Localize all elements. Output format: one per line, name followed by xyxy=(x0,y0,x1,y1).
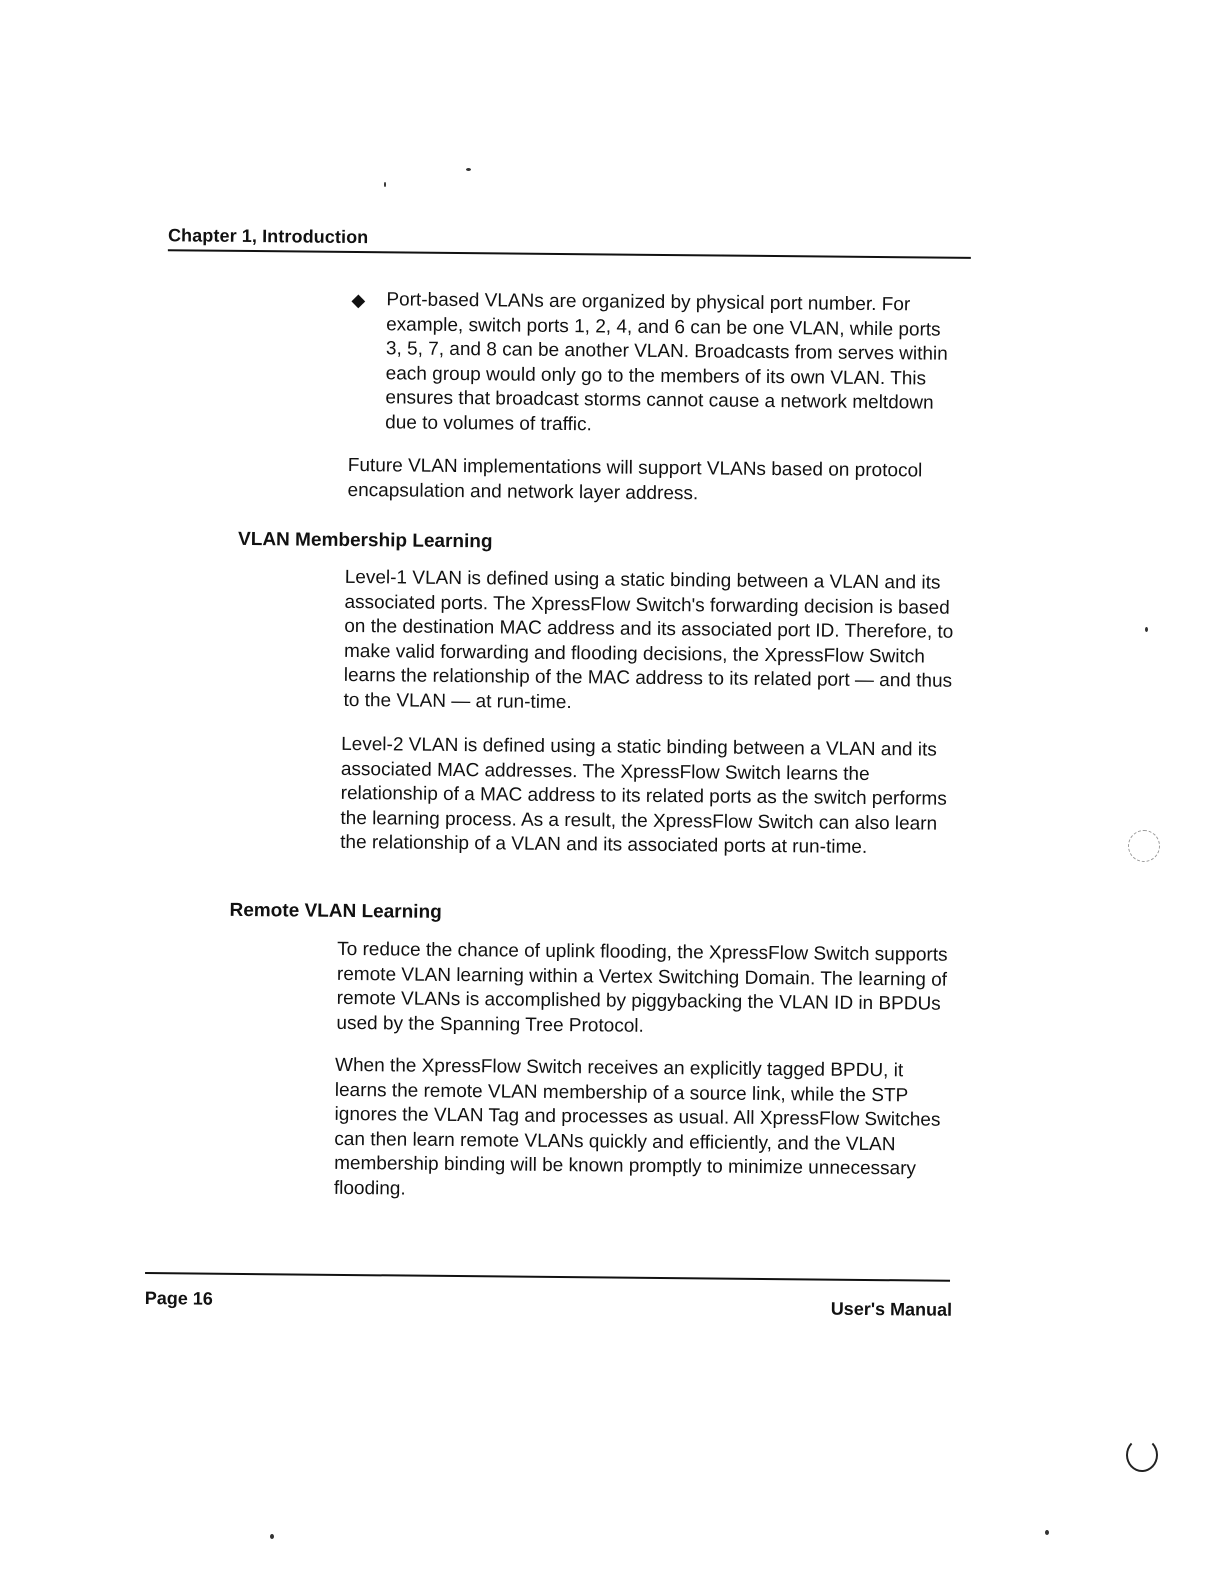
scan-speck xyxy=(1145,627,1148,632)
manual-title: User's Manual xyxy=(830,1298,953,1320)
bullet-paragraph-port-vlans: Port-based VLANs are organized by physical port number. For example, switch ports 1, 2, 4, and 6 can be one VLAN, while ports 3, 5, 7, and 8 can be another VLAN. Broadcasts from serves within each group would only go to the members of its own VLAN. This ensures that broadcast storms cannot cause a network meltdown due to volumes of traffic. xyxy=(385,289,948,435)
level1-vlan-paragraph: Level-1 VLAN is defined using a static binding between a VLAN and its associated ports. The XpressFlow Switch's forwarding decision is based on the destination MAC address and its associated port ID. Therefore, to make valid forwarding and flooding decisions, the XpressFlow Switch learns the relationship of the MAC address to its related port — and thus to the VLAN — at run-time. xyxy=(343,566,954,713)
remote-vlan-paragraph-1: To reduce the chance of uplink flooding, the XpressFlow Switch supports remote VLAN learning within a Vertex Switching Domain. The learning of remote VLANs is accomplished by piggybacking the VLAN ID in BPDUs used by the Spanning Tree Protocol. xyxy=(336,938,948,1037)
page-number: Page 16 xyxy=(144,1288,213,1309)
scan-mark-icon xyxy=(1128,830,1160,862)
scan-speck xyxy=(384,182,386,187)
scan-speck xyxy=(466,168,471,171)
scan-speck xyxy=(270,1534,274,1539)
scan-mark-icon xyxy=(1126,1438,1158,1472)
scan-speck xyxy=(1045,1530,1049,1535)
chapter-header: Chapter 1, Introduction xyxy=(167,225,369,248)
header-rule xyxy=(168,249,971,259)
remote-vlan-paragraph-2: When the XpressFlow Switch receives an explicitly tagged BPDU, it learns the remote VLAN membership of a source link, while the STP ignores the VLAN Tag and processes as usual. All XpressFlow Switches can then learn remote VLANs quickly and efficiently, and the VLAN membership binding will be known promptly to minimize unnecessary flooding. xyxy=(333,1054,941,1200)
footer-rule xyxy=(145,1272,950,1282)
section-heading-remote-vlan: Remote VLAN Learning xyxy=(229,899,442,923)
future-vlan-paragraph: Future VLAN implementations will support VLANs based on protocol encapsulation and network layer address. xyxy=(347,454,923,504)
diamond-bullet-icon: ◆ xyxy=(351,289,366,311)
level2-vlan-paragraph: Level-2 VLAN is defined using a static binding between a VLAN and its associated MAC addresses. The XpressFlow Switch learns the relationship of a MAC address to its related ports as the switch performs the learning process. As a result, the XpressFlow Switch can also learn the relationship of a VLAN and its associated ports at run-time. xyxy=(340,733,947,858)
section-heading-vlan-membership: VLAN Membership Learning xyxy=(238,528,493,553)
